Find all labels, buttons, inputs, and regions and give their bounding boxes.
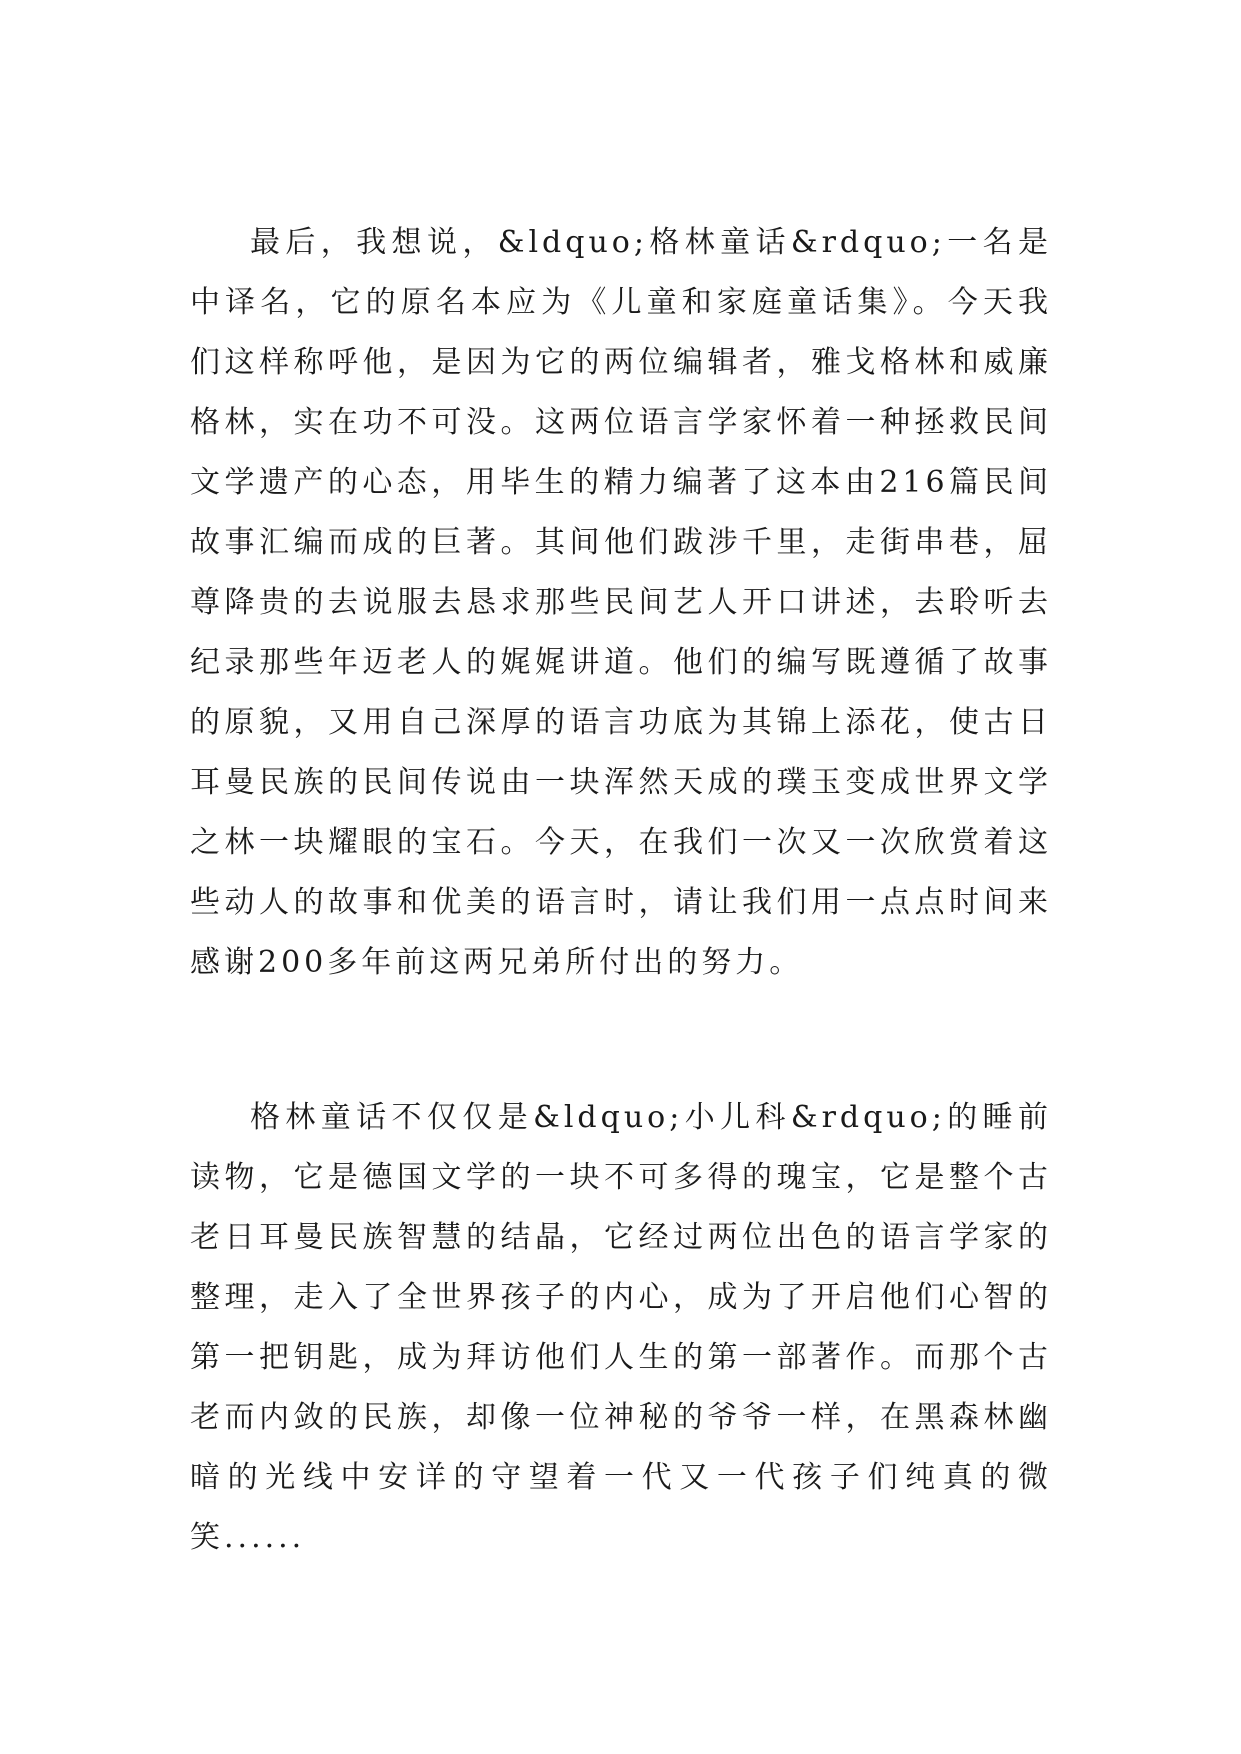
paragraph-grimm-legacy: 格林童话不仅仅是&ldquo;小儿科&rdquo;的睡前读物，它是德国文学的一块不可多得的瑰宝，它是整个古老日耳曼民族智慧的结晶，它经过两位出色的语言学家的整理，走入了全世界孩子的内心，成为了开启他们心智的第一把钥匙，成为拜访他们人生的第一部著作。而那个古老而内敛的民族，却像一位神秘的爷爷一样，在黑森林幽暗的光线中安详的守望着一代又一代孩子们纯真的微笑...... bbox=[190, 1100, 1052, 1555]
paragraph-grimm-translators: 最后，我想说，&ldquo;格林童话&rdquo;一名是中译名，它的原名本应为《儿童和家庭童话集》。今天我们这样称呼他，是因为它的两位编辑者，雅戈格林和威廉格林，实在功不可没。这两位语言学家怀着一种拯救民间文学遗产的心态，用毕生的精力编著了这本由216篇民间故事汇编而成的巨著。其间他们跋涉千里，走街串巷，屈尊降贵的去说服去恳求那些民间艺人开口讲述，去聆听去纪录那些年迈老人的娓娓讲道。他们的编写既遵循了故事的原貌，又用自己深厚的语言功底为其锦上添花，使古日耳曼民族的民间传说由一块浑然天成的璞玉变成世界文学之林一块耀眼的宝石。今天，在我们一次又一次欣赏着这些动人的故事和优美的语言时，请让我们用一点点时间来感谢200多年前这两兄弟所付出的努力。 bbox=[190, 225, 1052, 980]
